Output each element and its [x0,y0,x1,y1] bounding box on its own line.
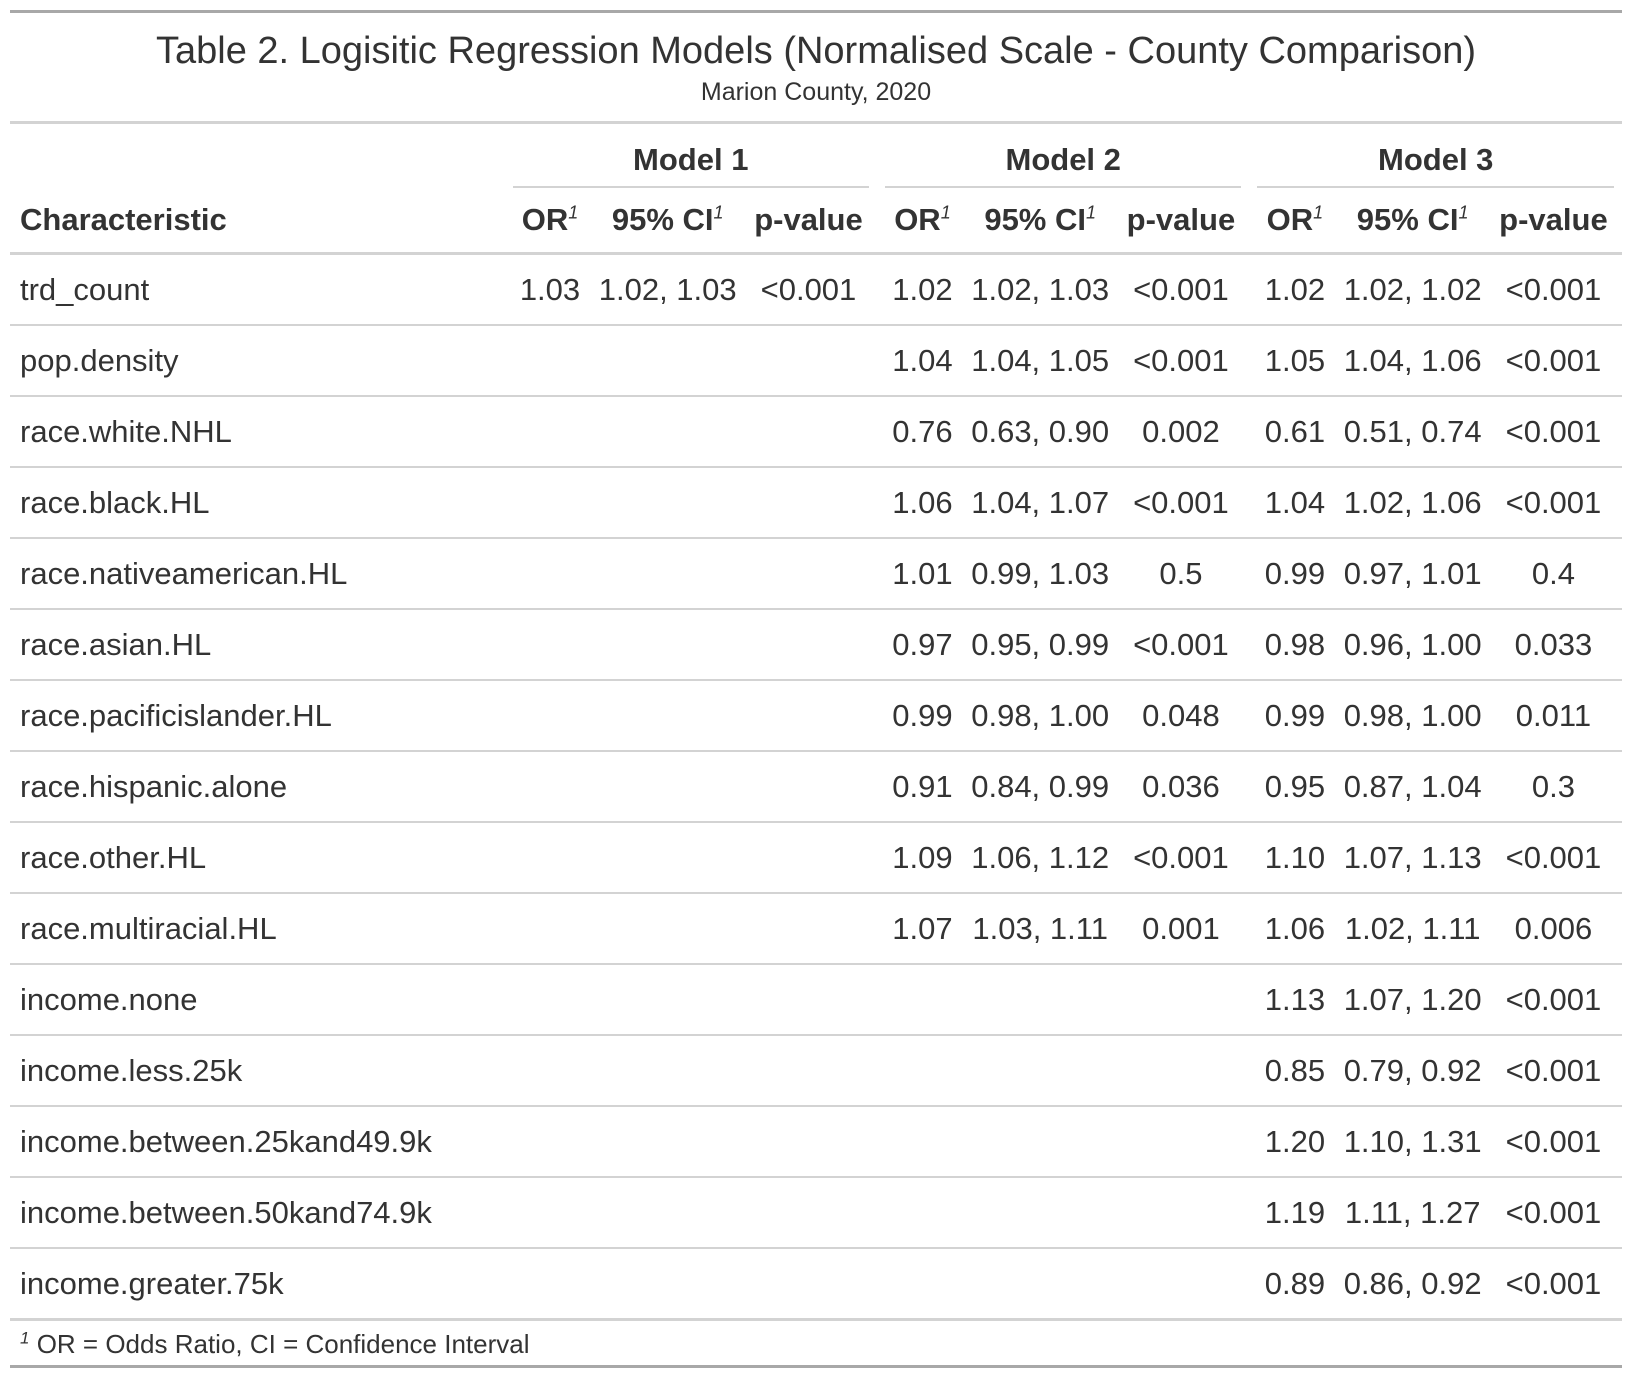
model-1-pvalue-cell [740,751,877,822]
model-2-or-cell: 1.09 [877,822,968,893]
footnote [10,1327,1622,1361]
model-2-pvalue-cell: 0.5 [1112,538,1249,609]
row-label: income.between.25kand49.9k [10,1106,505,1177]
spacer-cell [10,124,505,188]
model-2-or-cell [877,1035,968,1106]
model-2-ci-cell [968,1106,1112,1177]
model-1-pvalue-cell [740,964,877,1035]
model-3-or-cell: 0.98 [1249,609,1340,680]
model-3-or-cell: 1.20 [1249,1106,1340,1177]
model-3-or-cell: 1.06 [1249,893,1340,964]
ci-header: 95% $CI^1$ [1340,188,1484,254]
model-3-ci-cell: 0.87, 1.04 [1340,751,1484,822]
model-3-ci-cell: 1.11, 1.27 [1340,1177,1484,1248]
model-2-or-cell [877,1248,968,1320]
model-3-or-cell: 1.19 [1249,1177,1340,1248]
model-2-ci-cell [968,1035,1112,1106]
model-3-ci-cell: 1.04, 1.06 [1340,325,1484,396]
table-row [10,254,1622,326]
model-3-ci-cell: 1.07, 1.13 [1340,822,1484,893]
model-2-pvalue-cell: 0.001 [1112,893,1249,964]
model-3-or-cell: 0.85 [1249,1035,1340,1106]
model-2-pvalue-cell: 0.036 [1112,751,1249,822]
model-2-pvalue-cell: <0.001 [1112,822,1249,893]
model-1-or-cell [505,538,596,609]
table-row [10,751,1622,822]
row-label: income.none [10,964,505,1035]
table-row [10,467,1622,538]
or-header: $OR^1$ [877,188,968,254]
model-1-ci-cell [595,893,739,964]
model-1-pvalue-cell [740,893,877,964]
model-1-pvalue-cell: <0.001 [740,254,877,326]
model-3-pvalue-cell: <0.001 [1485,1035,1622,1106]
model-2-pvalue-cell: <0.001 [1112,254,1249,326]
table-row [10,1106,1622,1177]
model-3-ci-cell: 1.10, 1.31 [1340,1106,1484,1177]
row-label: income.greater.75k [10,1248,505,1320]
row-label: trd_count [10,254,505,326]
row-label: race.hispanic.alone [10,751,505,822]
model-1-or-cell [505,609,596,680]
row-label: income.less.25k [10,1035,505,1106]
model-2-ci-cell: 0.98, 1.00 [968,680,1112,751]
table-row [10,822,1622,893]
model-2-ci-cell [968,1248,1112,1320]
model-2-ci-cell: 1.04, 1.07 [968,467,1112,538]
model-2-pvalue-cell: <0.001 [1112,467,1249,538]
model-1-or-cell [505,822,596,893]
bottom-rule [10,1365,1622,1368]
model-2-pvalue-cell [1112,1248,1249,1320]
model-2-header: Model 2 [877,124,1249,188]
model-1-or-cell [505,964,596,1035]
model-2-pvalue-cell [1112,1106,1249,1177]
pvalue-header: p-value [1112,188,1249,254]
characteristic-header: Characteristic [10,188,505,254]
model-3-or-cell: 1.05 [1249,325,1340,396]
model-1-pvalue-cell [740,680,877,751]
model-1-ci-cell [595,822,739,893]
model-3-pvalue-cell: <0.001 [1485,822,1622,893]
table-row [10,396,1622,467]
table-row [10,1177,1622,1248]
model-2-ci-cell: 1.03, 1.11 [968,893,1112,964]
model-1-ci-cell [595,538,739,609]
model-2-pvalue-cell [1112,964,1249,1035]
model-1-ci-cell [595,1035,739,1106]
row-label: race.white.NHL [10,396,505,467]
model-3-pvalue-cell: 0.011 [1485,680,1622,751]
ci-header: 95% $CI^1$ [968,188,1112,254]
model-3-pvalue-cell: <0.001 [1485,254,1622,326]
model-2-or-cell [877,1177,968,1248]
model-3-pvalue-cell: <0.001 [1485,396,1622,467]
model-1-pvalue-cell [740,396,877,467]
row-label: income.between.50kand74.9k [10,1177,505,1248]
table-row [10,1035,1622,1106]
model-1-ci-cell [595,751,739,822]
table-row [10,964,1622,1035]
model-2-or-cell: 0.99 [877,680,968,751]
model-1-or-cell [505,680,596,751]
model-2-pvalue-cell: 0.048 [1112,680,1249,751]
top-rule [10,10,1622,13]
row-label: race.nativeamerican.HL [10,538,505,609]
footnote-text: OR = Odds Ratio, CI = Confidence Interval [36,1329,530,1359]
ci-header: 95% $CI^1$ [595,188,739,254]
row-label: pop.density [10,325,505,396]
column-header-row [10,188,1622,254]
pvalue-header: p-value [1485,188,1622,254]
model-3-ci-cell: 0.96, 1.00 [1340,609,1484,680]
model-3-header: Model 3 [1249,124,1622,188]
model-3-ci-cell: 1.02, 1.11 [1340,893,1484,964]
model-1-or-cell [505,751,596,822]
model-2-pvalue-cell: <0.001 [1112,609,1249,680]
model-1-or-cell [505,893,596,964]
model-1-pvalue-cell [740,325,877,396]
model-1-pvalue-cell [740,467,877,538]
model-1-ci-cell [595,680,739,751]
model-2-ci-cell [968,964,1112,1035]
model-2-or-cell: 1.02 [877,254,968,326]
model-2-ci-cell: 0.84, 0.99 [968,751,1112,822]
model-3-pvalue-cell: <0.001 [1485,467,1622,538]
model-1-or-cell [505,467,596,538]
model-2-ci-cell: 1.04, 1.05 [968,325,1112,396]
model-2-pvalue-cell [1112,1035,1249,1106]
model-1-or-cell [505,1177,596,1248]
table-row [10,609,1622,680]
model-1-pvalue-cell [740,609,877,680]
model-3-pvalue-cell: 0.3 [1485,751,1622,822]
model-2-or-cell: 1.06 [877,467,968,538]
model-1-ci-cell [595,325,739,396]
model-1-or-cell [505,1248,596,1320]
model-3-or-cell: 0.95 [1249,751,1340,822]
model-3-ci-cell: 1.02, 1.06 [1340,467,1484,538]
row-label: race.multiracial.HL [10,893,505,964]
model-3-ci-cell: 1.02, 1.02 [1340,254,1484,326]
table-title: Table 2. Logisitic Regression Models (Normalised Scale - County Comparison) [156,30,1476,72]
model-2-or-cell [877,964,968,1035]
model-header-row [10,124,1622,188]
table-subtitle: Marion County, 2020 [700,78,932,106]
model-1-pvalue-cell [740,1177,877,1248]
model-2-or-cell: 0.76 [877,396,968,467]
model-3-or-cell: 1.02 [1249,254,1340,326]
regression-table-figure [10,10,1622,1368]
model-2-ci-cell [968,1177,1112,1248]
model-1-or-cell [505,325,596,396]
row-label: race.pacificislander.HL [10,680,505,751]
model-1-or-cell [505,1035,596,1106]
model-1-pvalue-cell [740,822,877,893]
model-3-or-cell: 0.61 [1249,396,1340,467]
model-3-or-cell: 0.89 [1249,1248,1340,1320]
model-2-ci-cell: 1.02, 1.03 [968,254,1112,326]
model-3-pvalue-cell: 0.4 [1485,538,1622,609]
model-2-pvalue-cell: 0.002 [1112,396,1249,467]
model-1-ci-cell [595,396,739,467]
model-2-ci-cell: 0.99, 1.03 [968,538,1112,609]
model-3-pvalue-cell: 0.033 [1485,609,1622,680]
model-1-pvalue-cell [740,1106,877,1177]
model-1-ci-cell [595,964,739,1035]
footnote-marker: 1 [20,1328,30,1348]
row-label: race.other.HL [10,822,505,893]
model-3-pvalue-cell: <0.001 [1485,964,1622,1035]
model-2-ci-cell: 1.06, 1.12 [968,822,1112,893]
model-2-ci-cell: 0.95, 0.99 [968,609,1112,680]
model-2-or-cell: 0.97 [877,609,968,680]
table-body [10,254,1622,1320]
model-1-pvalue-cell [740,1248,877,1320]
row-label: race.asian.HL [10,609,505,680]
model-3-pvalue-cell: <0.001 [1485,1248,1622,1320]
model-3-or-cell: 1.04 [1249,467,1340,538]
model-1-or-cell [505,1106,596,1177]
model-1-ci-cell [595,1248,739,1320]
model-1-ci-cell [595,1106,739,1177]
pvalue-header: p-value [740,188,877,254]
model-3-pvalue-cell: <0.001 [1485,1177,1622,1248]
table-row [10,325,1622,396]
model-3-or-cell: 0.99 [1249,538,1340,609]
or-header: $OR^1$ [505,188,596,254]
model-1-ci-cell [595,467,739,538]
model-1-pvalue-cell [740,538,877,609]
model-1-header: Model 1 [505,124,877,188]
table-row [10,680,1622,751]
model-3-or-cell: 1.10 [1249,822,1340,893]
model-1-ci-cell: 1.02, 1.03 [595,254,739,326]
model-2-pvalue-cell [1112,1177,1249,1248]
model-3-ci-cell: 0.98, 1.00 [1340,680,1484,751]
model-3-pvalue-cell: 0.006 [1485,893,1622,964]
model-1-or-cell: 1.03 [505,254,596,326]
table-row [10,1248,1622,1320]
model-3-ci-cell: 0.97, 1.01 [1340,538,1484,609]
model-2-or-cell: 0.91 [877,751,968,822]
model-3-pvalue-cell: <0.001 [1485,1106,1622,1177]
model-3-pvalue-cell: <0.001 [1485,325,1622,396]
model-2-or-cell: 1.04 [877,325,968,396]
model-2-ci-cell: 0.63, 0.90 [968,396,1112,467]
model-3-ci-cell: 0.86, 0.92 [1340,1248,1484,1320]
model-3-or-cell: 1.13 [1249,964,1340,1035]
model-3-ci-cell: 0.79, 0.92 [1340,1035,1484,1106]
model-2-or-cell: 1.01 [877,538,968,609]
row-label: race.black.HL [10,467,505,538]
model-3-ci-cell: 0.51, 0.74 [1340,396,1484,467]
table-row [10,538,1622,609]
table-row [10,893,1622,964]
model-3-ci-cell: 1.07, 1.20 [1340,964,1484,1035]
model-2-pvalue-cell: <0.001 [1112,325,1249,396]
model-1-pvalue-cell [740,1035,877,1106]
model-1-or-cell [505,396,596,467]
model-3-or-cell: 0.99 [1249,680,1340,751]
model-2-or-cell: 1.07 [877,893,968,964]
regression-table [10,124,1622,1321]
model-1-ci-cell [595,1177,739,1248]
model-2-or-cell [877,1106,968,1177]
model-1-ci-cell [595,609,739,680]
or-header: $OR^1$ [1249,188,1340,254]
